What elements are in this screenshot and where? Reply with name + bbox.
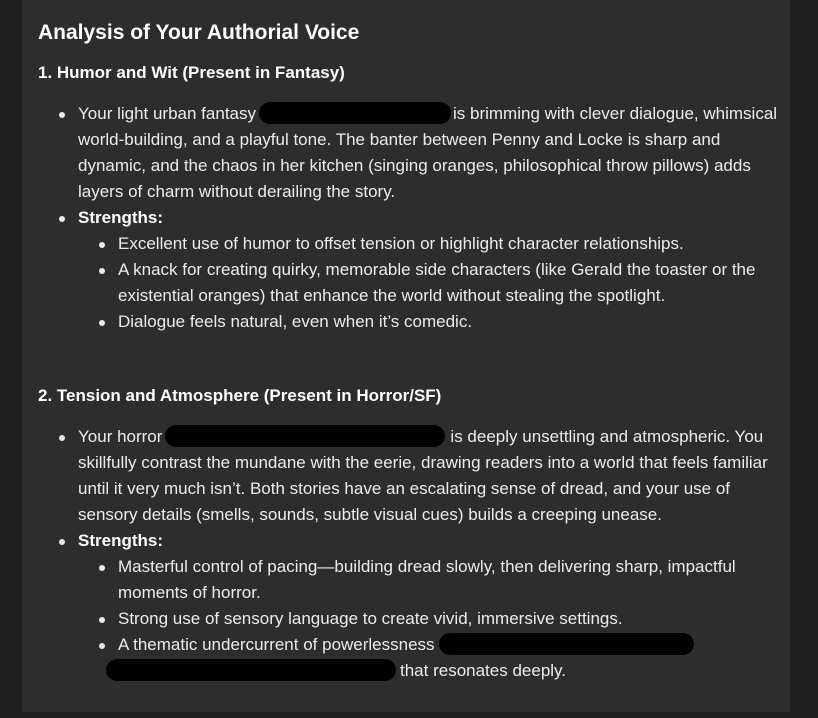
- strength-item: [78, 632, 778, 684]
- section-heading-tension: 2. Tension and Atmosphere (Present in Horror/SF): [38, 386, 442, 405]
- list-item-strengths: [38, 205, 778, 335]
- section-heading-humor: 1. Humor and Wit (Present in Fantasy): [38, 63, 345, 82]
- intro-text-start: Your horror: [78, 427, 163, 446]
- strength-text-end: that resonates deeply.: [400, 661, 567, 680]
- strength-item: Masterful control of pacing—building dread slowly, then delivering sharp, impactful moments of horror.: [78, 554, 778, 606]
- response-panel: [22, 0, 790, 712]
- strength-item: Dialogue feels natural, even when it’s comedic.: [78, 309, 778, 335]
- strength-item: A knack for creating quirky, memorable side characters (like Gerald the toaster or the existential oranges) that enhance the world without stealing the spotlight.: [78, 257, 778, 309]
- strengths-label: Strengths:: [78, 531, 163, 550]
- page-title: Analysis of Your Authorial Voice: [38, 21, 360, 44]
- strength-item: Strong use of sensory language to create vivid, immersive settings.: [78, 606, 778, 632]
- list-item-intro: [38, 101, 778, 205]
- strength-item: Excellent use of humor to offset tension or highlight character relationships.: [78, 231, 778, 257]
- analysis-content: [38, 20, 778, 684]
- redaction-mark: [165, 425, 445, 447]
- redaction-mark: [106, 659, 396, 681]
- redaction-mark: [439, 633, 694, 655]
- strength-text-start: A thematic undercurrent of powerlessness: [118, 635, 435, 654]
- strengths-list: [78, 554, 778, 684]
- redaction-mark: [259, 102, 451, 124]
- intro-text-end: is brimming with clever dialogue, whimsical world-building, and a playful tone. The banter between Penny and Locke is sharp and dynamic, and the chaos in her kitchen (singing oranges, philosophical throw pillows) adds layers of charm without derailing the story.: [78, 104, 778, 201]
- list-item-strengths: [38, 528, 778, 684]
- strengths-label: Strengths:: [78, 208, 163, 227]
- section-list-humor: [38, 101, 778, 335]
- section-list-tension: [38, 424, 778, 684]
- intro-text-end: is deeply unsettling and atmospheric. You skillfully contrast the mundane with the eerie, drawing readers into a world that feels familiar until it very much isn’t. Both stories have an escalating sense of dread, and your use of sensory details (smells, sounds, subtle visual cues) builds a creeping unease.: [78, 427, 768, 524]
- strengths-list: [78, 231, 778, 335]
- list-item-intro: [38, 424, 778, 528]
- intro-text-start: Your light urban fantasy: [78, 104, 256, 123]
